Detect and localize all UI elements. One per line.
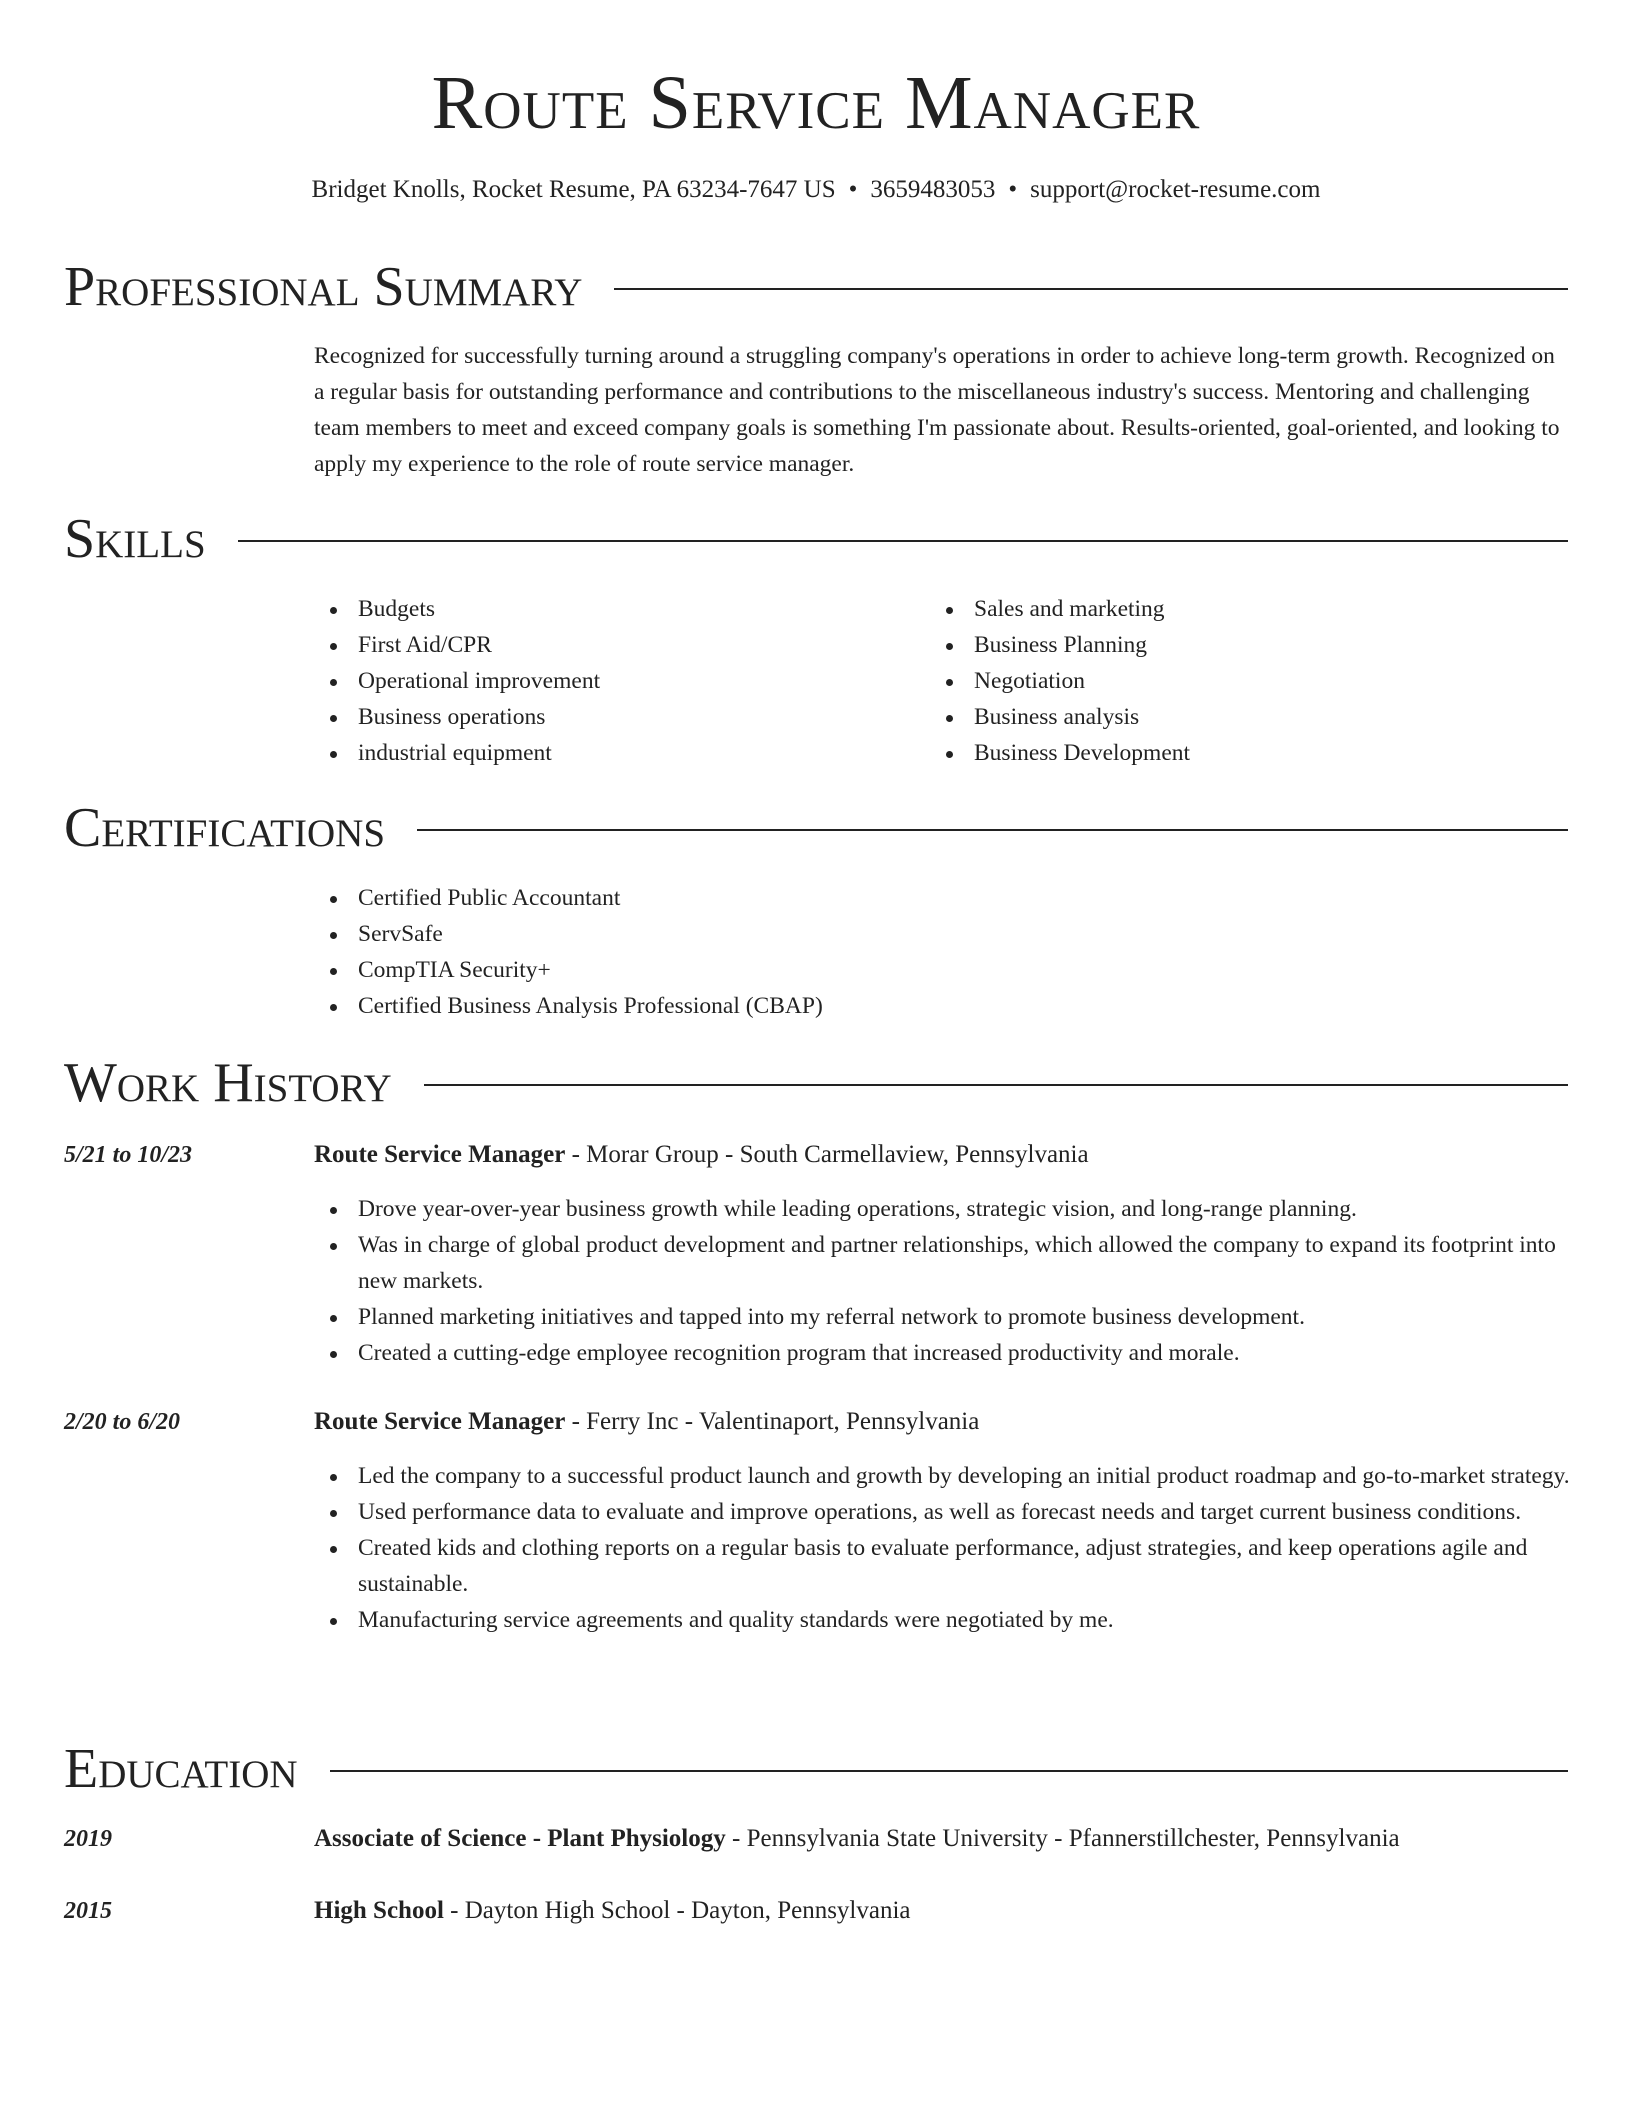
section-title: Professional Summary bbox=[64, 256, 583, 318]
job-bullet: Created a cutting-edge employee recognition program that increased productivity and morale. bbox=[314, 1335, 1570, 1371]
skills-list-right bbox=[930, 591, 1530, 771]
section-divider bbox=[424, 1084, 1568, 1086]
job-company-location: - Ferry Inc - Valentinaport, Pennsylvania bbox=[565, 1408, 980, 1435]
education-year: 2019 bbox=[64, 1826, 112, 1852]
section-title: Skills bbox=[64, 508, 206, 570]
job-bullet: Drove year-over-year business growth while leading operations, strategic vision, and long-range planning. bbox=[314, 1191, 1570, 1227]
section-header-education bbox=[64, 1734, 1568, 1804]
skill-item: Operational improvement bbox=[314, 663, 914, 699]
job-bullet: Planned marketing initiatives and tapped into my referral network to promote business development. bbox=[314, 1299, 1570, 1335]
education-entry bbox=[314, 1822, 1570, 1856]
job-bullet: Created kids and clothing reports on a regular basis to evaluate performance, adjust strategies, and keep operations agile and sustainable. bbox=[314, 1530, 1570, 1602]
contact-separator: • bbox=[848, 176, 858, 203]
skill-item: industrial equipment bbox=[314, 735, 914, 771]
skill-item: Business operations bbox=[314, 699, 914, 735]
job-dates: 2/20 to 6/20 bbox=[64, 1409, 181, 1435]
section-divider bbox=[330, 1770, 1568, 1772]
certification-item: ServSafe bbox=[314, 916, 1570, 952]
section-title: Education bbox=[64, 1738, 298, 1800]
skills-list-left bbox=[314, 591, 914, 771]
contact-line bbox=[0, 174, 1632, 206]
skill-item: Budgets bbox=[314, 591, 914, 627]
skill-item: Business Development bbox=[930, 735, 1530, 771]
resume-name-title: Route Service Manager bbox=[431, 61, 1201, 145]
education-year: 2015 bbox=[64, 1898, 112, 1924]
job-bullets bbox=[314, 1458, 1570, 1638]
job-bullets bbox=[314, 1191, 1570, 1371]
certification-item: Certified Business Analysis Professional (CBAP) bbox=[314, 988, 1570, 1024]
contact-address: Bridget Knolls, Rocket Resume, PA 63234-7647 US bbox=[311, 176, 836, 203]
job-bullet: Used performance data to evaluate and improve operations, as well as forecast needs and target current business conditions. bbox=[314, 1494, 1570, 1530]
job-heading bbox=[314, 1138, 1570, 1172]
education-school-location: - Dayton High School - Dayton, Pennsylvania bbox=[443, 1897, 911, 1924]
education-school-location: - Pennsylvania State University - Pfannerstillchester, Pennsylvania bbox=[725, 1825, 1400, 1852]
section-divider bbox=[238, 540, 1568, 542]
job-bullet: Led the company to a successful product launch and growth by developing an initial product roadmap and go-to-market strategy. bbox=[314, 1458, 1570, 1494]
section-header-work-history bbox=[64, 1048, 1568, 1118]
section-divider bbox=[417, 829, 1568, 831]
contact-separator: • bbox=[1008, 176, 1018, 203]
section-header-certifications bbox=[64, 793, 1568, 863]
job-bullet: Was in charge of global product development and partner relationships, which allowed the company to expand its footprint into new markets. bbox=[314, 1227, 1570, 1299]
section-title: Certifications bbox=[64, 797, 386, 859]
skill-item: Sales and marketing bbox=[930, 591, 1530, 627]
certification-item: CompTIA Security+ bbox=[314, 952, 1570, 988]
skill-item: Business analysis bbox=[930, 699, 1530, 735]
job-company-location: - Morar Group - South Carmellaview, Pennsylvania bbox=[565, 1141, 1089, 1168]
skill-item: Negotiation bbox=[930, 663, 1530, 699]
job-bullet: Manufacturing service agreements and quality standards were negotiated by me. bbox=[314, 1602, 1570, 1638]
skill-item: First Aid/CPR bbox=[314, 627, 914, 663]
job-dates: 5/21 to 10/23 bbox=[64, 1142, 193, 1168]
education-degree: High School bbox=[314, 1897, 444, 1924]
summary-text: Recognized for successfully turning around a struggling company's operations in order to achieve long-term growth. Recognized on a regular basis for outstanding performance and contributions to the miscellaneous industry's success. Mentoring and challenging team members to meet and exceed company goals is something I'm passionate about. Results-oriented, goal-oriented, and looking to apply my experience to the role of route service manager. bbox=[314, 343, 1560, 477]
section-divider bbox=[614, 288, 1568, 290]
job-title: Route Service Manager bbox=[314, 1141, 566, 1168]
skill-item: Business Planning bbox=[930, 627, 1530, 663]
section-header-skills bbox=[64, 504, 1568, 574]
certifications-list bbox=[314, 880, 1570, 1024]
contact-phone: 3659483053 bbox=[870, 176, 996, 203]
job-heading bbox=[314, 1405, 1570, 1439]
job-title: Route Service Manager bbox=[314, 1408, 566, 1435]
education-degree: Associate of Science - Plant Physiology bbox=[314, 1825, 726, 1852]
certification-item: Certified Public Accountant bbox=[314, 880, 1570, 916]
education-entry bbox=[314, 1894, 1570, 1928]
section-header-summary bbox=[64, 252, 1568, 322]
section-title: Work History bbox=[64, 1052, 392, 1114]
contact-email: support@rocket-resume.com bbox=[1030, 176, 1321, 203]
